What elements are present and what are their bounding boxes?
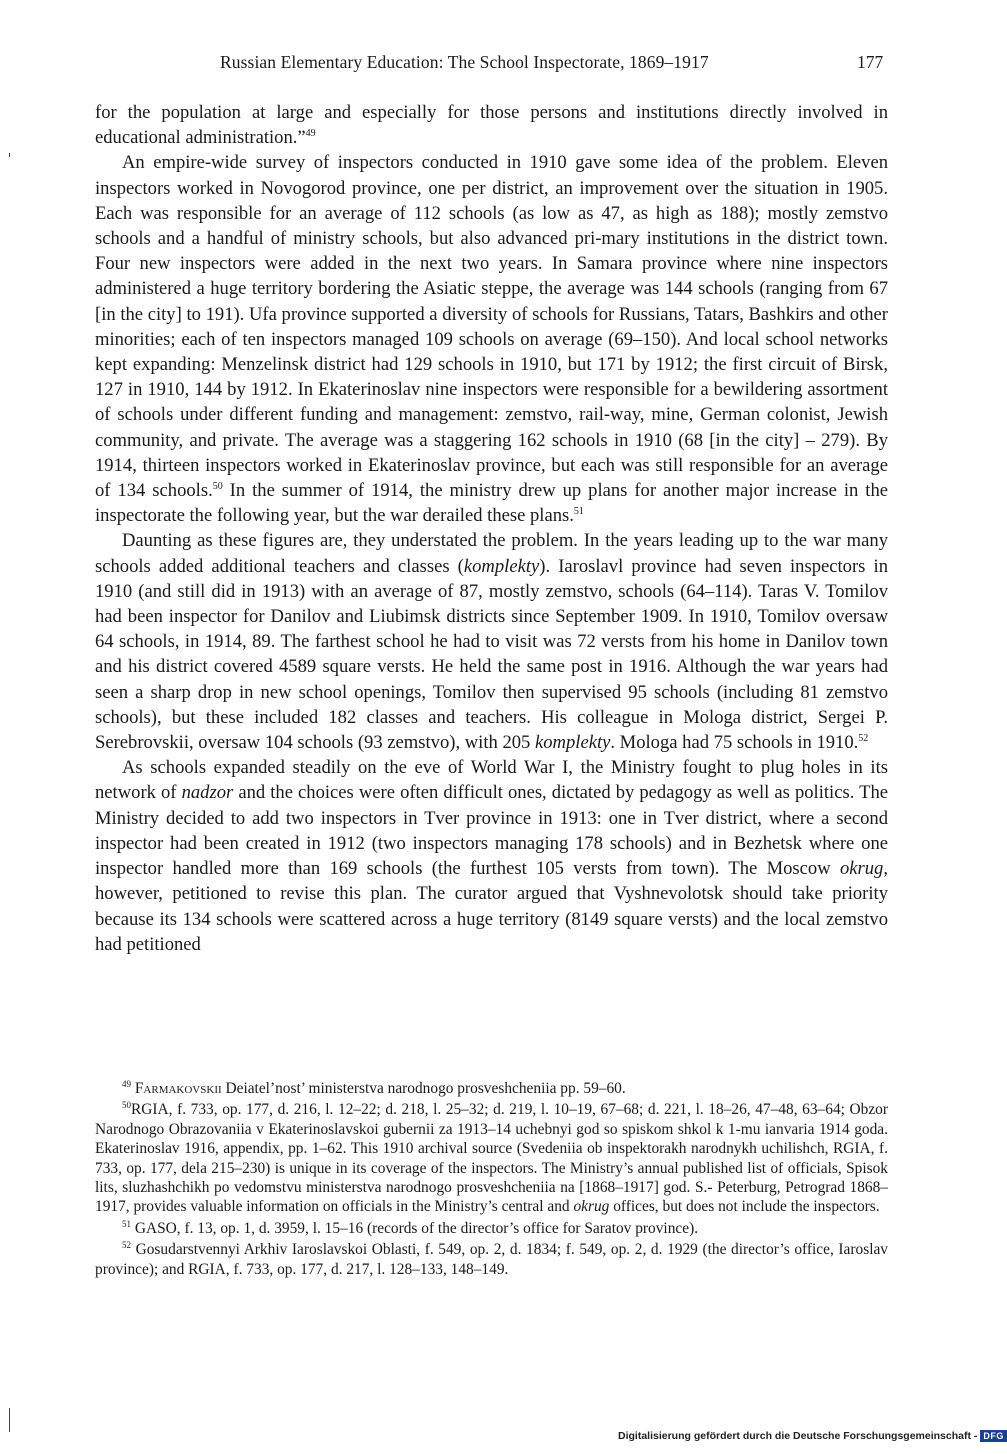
- paragraph-1: for the population at large and especially for those persons and institutions directly involved in educational administration.”$^{49}$: [95, 102, 888, 149]
- main-text: [95, 100, 888, 957]
- scan-margin-mark: [9, 1408, 10, 1432]
- running-title: Russian Elementary Education: The School Inspectorate, 1869–1917: [220, 52, 709, 72]
- digitization-footer: [618, 1428, 1007, 1444]
- footnote-50: $^{50}$RGIA, f. 733, op. 177, d. 216, l. 12–22; d. 218, l. 25–32; d. 219, l. 10–19, 67–68; d. 221, l. 18–26, 47–48, 63–64; Obzor Narodnogo Obrazovaniia v Ekaterinoslavskoi gubernii za 1913–14 uchebnyi god so spiskom shkol k 1-mu ianvaria 1914 goda. Ekaterinoslav 1916, appendix, pp. 1–62. This 1910 archival source (Svedeniia ob inspektorakh narodnykh uchilishch, RGIA, f. 733, op. 177, dela 215–230) is unique in its coverage of the inspectors. The Ministry’s annual published list of officials, Spisok lits, sluzhashchikh po vedomstvu ministerstva narodnogo prosveshcheniia na [1868–1917] god. S.- Peterburg, Petrograd 1868–1917, provides valuable information on officials in the Ministry’s central and okrug offices, but does not include the inspectors.: [95, 1100, 888, 1216]
- footnote-ref-52[interactable]: 52: [858, 733, 869, 745]
- page-number: 177: [857, 52, 884, 72]
- footnotes: [95, 1079, 888, 1281]
- footnote-ref-51[interactable]: 51: [573, 506, 584, 518]
- running-header: [0, 52, 1000, 76]
- footnote-ref-50[interactable]: 50: [212, 481, 223, 493]
- dfg-logo: DFG: [980, 1430, 1007, 1442]
- footnote-ref-49[interactable]: 49: [305, 128, 316, 140]
- scan-margin-mark: [9, 153, 10, 157]
- paragraph-2: An empire-wide survey of inspectors conducted in 1910 gave some idea of the problem. Eleven inspectors worked in Novogorod province, one per district, an improvement over the situation in 1905. Each was responsible for an average of 112 schools (as low as 47, as high as 188); mostly zemstvo schools and a handful of ministry schools, but also advanced pri-mary institutions in the district town. Four new inspectors were added in the next two years. In Samara province where nine inspectors administered a huge territory bordering the Asiatic steppe, the average was 144 schools (ranging from 67 [in the city] to 191). Ufa province supported a diversity of schools for Russians, Tatars, Bashkirs and other minorities; each of ten inspectors managed 109 schools on average (69–150). And local school networks kept expanding: Menzelinsk district had 129 schools in 1910, but 171 by 1912; the first circuit of Birsk, 127 in 1910, 144 by 1912. In Ekaterinoslav nine inspectors were responsible for a bewildering assortment of schools under different funding and management: zemstvo, rail-way, mine, German colonist, Jewish community, and private. The average was a staggering 162 schools in 1910 (68 [in the city] – 279). By 1914, thirteen inspectors worked in Ekaterinoslav province, but each was still responsible for an average of 134 schools.$^{50}$ In the summer of 1914, the ministry drew up plans for another major increase in the inspectorate the following year, but the war derailed these plans.$^{51}$: [95, 152, 888, 527]
- paragraph-4: As schools expanded steadily on the eve of World War I, the Ministry fought to plug holes in its network of nadzor and the choices were often difficult ones, dictated by pedagogy as well as politics. The Ministry decided to add two inspectors in Tver province in 1913: one in Tver district, where a second inspector had been created in 1912 (two inspectors managing 178 schools) and in Bezhetsk where one inspector handled more than 169 schools (the furthest 105 versts from town). The Moscow okrug, however, petitioned to revise this plan. The curator argued that Vyshnevolotsk should take priority because its 134 schools were scattered across a huge territory (8149 square versts) and the local zemstvo had petitioned: [95, 757, 888, 955]
- footer-credit: Digitalisierung gefördert durch die Deutsche Forschungsgemeinschaft -: [618, 1430, 978, 1442]
- footnote-52: $^{52}$ Gosudarstvennyi Arkhiv Iaroslavskoi Oblasti, f. 549, op. 2, d. 1834; f. 549, op. 2, d. 1929 (the director’s office, Iaroslav province); and RGIA, f. 733, op. 177, d. 217, l. 128–133, 148–149.: [95, 1240, 888, 1278]
- footnote-51: $^{51}$ GASO, f. 13, op. 1, d. 3959, l. 15–16 (records of the director’s office for Saratov province).: [122, 1218, 699, 1237]
- footnote-49: $^{49}$ Farmakovskii Deiatel’nost’ ministerstva narodnogo prosveshcheniia pp. 59–60.: [122, 1079, 626, 1097]
- paragraph-3: Daunting as these figures are, they understated the problem. In the years leading up to the war many schools added additional teachers and classes (komplekty). Iaroslavl province had seven inspectors in 1910 (and still did in 1913) with an average of 87, mostly zemstvo, schools (64–114). Taras V. Tomilov had been inspector for Danilov and Liubimsk districts since September 1909. In 1910, Tomilov oversaw 64 schools, in 1914, 89. The farthest school he had to visit was 72 versts from his home in Danilov town and his district covered 4589 square versts. He held the same post in 1916. Although the war years had seen a sharp drop in new school openings, Tomilov then supervised 95 schools (including 81 zemstvo schools), but these included 182 classes and teachers. His colleague in Mologa district, Sergei P. Serebrovskii, oversaw 104 schools (93 zemstvo), with 205 komplekty. Mologa had 75 schools in 1910.52: [95, 530, 888, 754]
